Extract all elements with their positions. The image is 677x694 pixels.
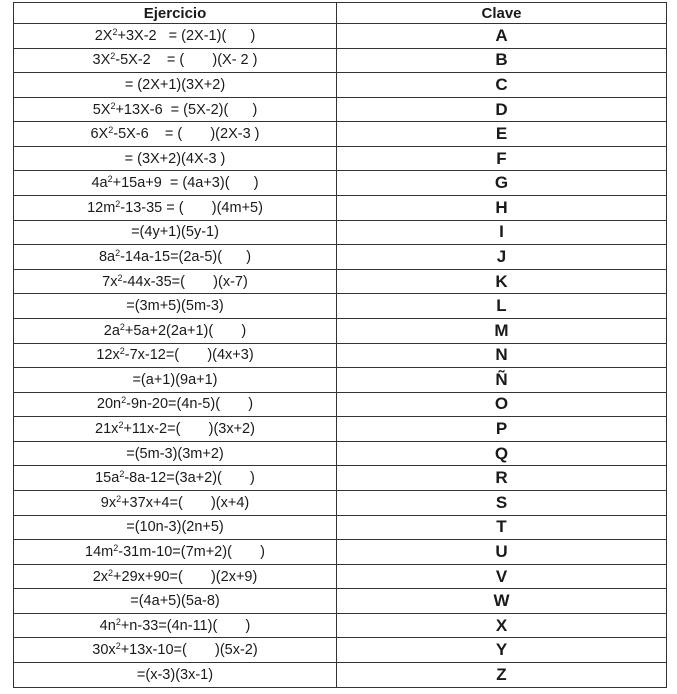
exercise-cell: =(3m+5)(5m-3) xyxy=(14,294,337,319)
table-row xyxy=(14,638,667,663)
table-row xyxy=(14,613,667,638)
key-cell: J xyxy=(337,245,667,270)
key-cell: K xyxy=(337,269,667,294)
table-row xyxy=(14,245,667,270)
table-row xyxy=(14,269,667,294)
table-row xyxy=(14,589,667,614)
exercise-cell: $4a^2+15a+9 = (4a+3)$( ) xyxy=(14,171,337,196)
exercise-cell: =(5m-3)(3m+2) xyxy=(14,441,337,466)
exercise-cell: $9x^2+37x+4=$( )(x+4) xyxy=(14,490,337,515)
exercise-cell: $2a^2+5a+2(2a+1)$( ) xyxy=(14,318,337,343)
key-cell: Z xyxy=(337,663,667,688)
exercise-cell: =(4y+1)(5y-1) xyxy=(14,220,337,245)
table-row xyxy=(14,48,667,73)
table-row xyxy=(14,368,667,393)
exercise-cell: $4n^2+n-33=(4n-11)$( ) xyxy=(14,613,337,638)
key-cell: Y xyxy=(337,638,667,663)
key-cell: S xyxy=(337,490,667,515)
table-row xyxy=(14,24,667,49)
key-cell: Q xyxy=(337,441,667,466)
table-row xyxy=(14,417,667,442)
table-row xyxy=(14,220,667,245)
exercise-cell: =(4a+5)(5a-8) xyxy=(14,589,337,614)
table-row xyxy=(14,663,667,688)
key-cell: H xyxy=(337,196,667,221)
header-row xyxy=(14,3,667,24)
table-row xyxy=(14,122,667,147)
key-cell: O xyxy=(337,392,667,417)
table-row xyxy=(14,97,667,122)
key-cell: C xyxy=(337,73,667,98)
table-row xyxy=(14,343,667,368)
exercise-cell: $14m^2-31m-10=(7m+2)$( ) xyxy=(14,540,337,565)
key-cell: A xyxy=(337,24,667,49)
exercise-cell: $2x^2+29x+90=$( )(2x+9) xyxy=(14,564,337,589)
exercise-header: Ejercicio xyxy=(14,3,337,24)
exercise-cell: $21x^2+11x-2=$( )(3x+2) xyxy=(14,417,337,442)
key-cell: R xyxy=(337,466,667,491)
table-row xyxy=(14,540,667,565)
table-row xyxy=(14,490,667,515)
key-header: Clave xyxy=(337,3,667,24)
exercise-cell: =(x-3)(3x-1) xyxy=(14,663,337,688)
key-cell: F xyxy=(337,146,667,171)
exercise-cell: $8a^2-14a-15=(2a-5)$( ) xyxy=(14,245,337,270)
exercise-cell: $30x^2+13x-10=$( )(5x-2) xyxy=(14,638,337,663)
exercise-cell: =(a+1)(9a+1) xyxy=(14,368,337,393)
exercise-cell: $2X^2+3X-2 = (2X-1)$( ) xyxy=(14,24,337,49)
table-row xyxy=(14,466,667,491)
exercise-cell: $5X^2+13X-6 = (5X-2)$( ) xyxy=(14,97,337,122)
exercise-cell: $20n^2-9n-20=(4n-5)$( ) xyxy=(14,392,337,417)
exercise-cell: $7x^2-44x-35=$( )(x-7) xyxy=(14,269,337,294)
key-cell: Ñ xyxy=(337,368,667,393)
key-cell: T xyxy=(337,515,667,540)
key-cell: X xyxy=(337,613,667,638)
key-cell: N xyxy=(337,343,667,368)
exercise-key-table xyxy=(13,2,667,688)
exercise-cell: $6X^2-5X-6$ = ( )(2X-3 ) xyxy=(14,122,337,147)
exercise-cell: $12m^2-13-35$ = ( )(4m+5) xyxy=(14,196,337,221)
key-cell: B xyxy=(337,48,667,73)
table-row xyxy=(14,515,667,540)
table-row xyxy=(14,564,667,589)
table-row xyxy=(14,441,667,466)
key-cell: V xyxy=(337,564,667,589)
exercise-cell: = (2X+1)(3X+2) xyxy=(14,73,337,98)
exercise-cell: =(10n-3)(2n+5) xyxy=(14,515,337,540)
table-row xyxy=(14,146,667,171)
key-cell: D xyxy=(337,97,667,122)
table-row xyxy=(14,392,667,417)
key-cell: L xyxy=(337,294,667,319)
exercise-cell: $12x^2-7x-12=$( )(4x+3) xyxy=(14,343,337,368)
exercise-cell: $15a^2-8a-12=(3a+2)$( ) xyxy=(14,466,337,491)
key-cell: I xyxy=(337,220,667,245)
key-cell: W xyxy=(337,589,667,614)
table-row xyxy=(14,196,667,221)
table-row xyxy=(14,318,667,343)
table-row xyxy=(14,73,667,98)
exercise-cell: = (3X+2)(4X-3 ) xyxy=(14,146,337,171)
key-cell: P xyxy=(337,417,667,442)
key-cell: M xyxy=(337,318,667,343)
key-cell: E xyxy=(337,122,667,147)
key-cell: U xyxy=(337,540,667,565)
table-row xyxy=(14,171,667,196)
table-row xyxy=(14,294,667,319)
exercise-cell: $3X^2-5X-2$ = ( )(X- 2 ) xyxy=(14,48,337,73)
key-cell: G xyxy=(337,171,667,196)
